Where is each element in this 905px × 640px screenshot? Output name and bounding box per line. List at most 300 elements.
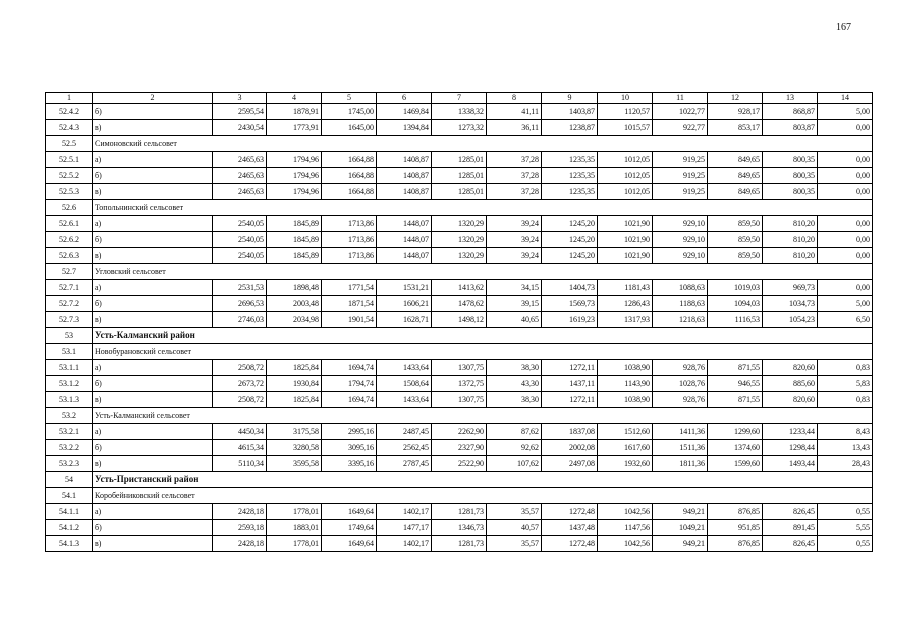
row-value: 2430,54: [213, 120, 267, 136]
row-value: 949,21: [653, 504, 708, 520]
section-code: 52.7: [46, 264, 93, 280]
row-value: 38,30: [487, 360, 542, 376]
row-value: 1477,17: [377, 520, 432, 536]
section-code: 54: [46, 472, 93, 488]
row-value: 1235,35: [542, 152, 598, 168]
table-header-row: [46, 93, 873, 104]
row-value: 1285,01: [432, 152, 487, 168]
table-row: [46, 104, 873, 120]
row-value: 810,20: [763, 216, 818, 232]
row-value: 37,28: [487, 152, 542, 168]
row-value: 1930,84: [267, 376, 322, 392]
page-number: 167: [836, 22, 851, 33]
row-value: 849,65: [708, 152, 763, 168]
row-value: 1448,07: [377, 216, 432, 232]
row-value: 5,00: [818, 104, 873, 120]
table-row: [46, 216, 873, 232]
row-value: 1649,64: [322, 504, 377, 520]
row-code: 53.1.1: [46, 360, 93, 376]
row-value: 1498,12: [432, 312, 487, 328]
row-value: 2262,90: [432, 424, 487, 440]
row-value: 0,55: [818, 504, 873, 520]
column-header: 2: [93, 93, 213, 104]
council-name: Коробейниковский сельсовет: [93, 488, 873, 504]
row-value: 2034,98: [267, 312, 322, 328]
row-value: 1811,36: [653, 456, 708, 472]
council-row: [46, 264, 873, 280]
table-row: [46, 504, 873, 520]
row-value: 0,83: [818, 392, 873, 408]
row-value: 2540,05: [213, 248, 267, 264]
row-value: 1713,86: [322, 248, 377, 264]
row-value: 5,55: [818, 520, 873, 536]
row-value: 1599,60: [708, 456, 763, 472]
row-value: 826,45: [763, 504, 818, 520]
column-header: 5: [322, 93, 377, 104]
row-value: 0,00: [818, 184, 873, 200]
row-value: 1307,75: [432, 392, 487, 408]
row-label: в): [93, 536, 213, 552]
column-header: 6: [377, 93, 432, 104]
row-value: 2497,08: [542, 456, 598, 472]
row-value: 3395,16: [322, 456, 377, 472]
row-value: 3095,16: [322, 440, 377, 456]
row-value: 949,21: [653, 536, 708, 552]
council-row: [46, 136, 873, 152]
row-value: 1272,11: [542, 360, 598, 376]
row-code: 53.2.1: [46, 424, 93, 440]
row-value: 1147,56: [598, 520, 653, 536]
row-value: 1778,01: [267, 504, 322, 520]
column-header: 8: [487, 93, 542, 104]
row-value: 810,20: [763, 232, 818, 248]
row-value: 1015,57: [598, 120, 653, 136]
row-value: 1299,60: [708, 424, 763, 440]
row-label: а): [93, 360, 213, 376]
row-value: 826,45: [763, 536, 818, 552]
section-code: 52.6: [46, 200, 93, 216]
district-name: Усть-Калманский район: [93, 328, 873, 344]
row-value: 1645,00: [322, 120, 377, 136]
row-value: 39,24: [487, 216, 542, 232]
row-value: 803,87: [763, 120, 818, 136]
row-value: 853,17: [708, 120, 763, 136]
column-header: 10: [598, 93, 653, 104]
row-value: 810,20: [763, 248, 818, 264]
row-value: 1619,23: [542, 312, 598, 328]
row-value: 1233,44: [763, 424, 818, 440]
row-value: 1794,96: [267, 152, 322, 168]
row-value: 1272,48: [542, 536, 598, 552]
row-value: 1508,64: [377, 376, 432, 392]
row-value: 800,35: [763, 152, 818, 168]
row-value: 37,28: [487, 184, 542, 200]
row-code: 52.4.3: [46, 120, 93, 136]
row-value: 1285,01: [432, 184, 487, 200]
table-row: [46, 376, 873, 392]
row-value: 1794,96: [267, 168, 322, 184]
row-value: 1374,60: [708, 440, 763, 456]
row-value: 1932,60: [598, 456, 653, 472]
row-value: 2522,90: [432, 456, 487, 472]
row-value: 1713,86: [322, 216, 377, 232]
row-value: 1694,74: [322, 360, 377, 376]
row-value: 891,45: [763, 520, 818, 536]
column-header: 12: [708, 93, 763, 104]
row-value: 1469,84: [377, 104, 432, 120]
row-value: 1245,20: [542, 232, 598, 248]
row-value: 1019,03: [708, 280, 763, 296]
row-value: 1511,36: [653, 440, 708, 456]
council-name: Топольнинский сельсовет: [93, 200, 873, 216]
row-value: 34,15: [487, 280, 542, 296]
section-code: 52.5: [46, 136, 93, 152]
table-row: [46, 232, 873, 248]
row-value: 1569,73: [542, 296, 598, 312]
row-value: 1825,84: [267, 360, 322, 376]
row-code: 52.5.1: [46, 152, 93, 168]
row-value: 1745,00: [322, 104, 377, 120]
row-value: 2428,18: [213, 504, 267, 520]
row-label: а): [93, 152, 213, 168]
row-value: 1664,88: [322, 184, 377, 200]
row-label: в): [93, 456, 213, 472]
row-label: б): [93, 296, 213, 312]
row-value: 87,62: [487, 424, 542, 440]
table-row: [46, 120, 873, 136]
row-value: 40,65: [487, 312, 542, 328]
column-header: 9: [542, 93, 598, 104]
row-value: 3175,58: [267, 424, 322, 440]
row-value: 2995,16: [322, 424, 377, 440]
table-row: [46, 296, 873, 312]
row-value: 1713,86: [322, 232, 377, 248]
row-value: 5,83: [818, 376, 873, 392]
column-header: 13: [763, 93, 818, 104]
row-label: б): [93, 232, 213, 248]
row-value: 0,83: [818, 360, 873, 376]
row-value: 849,65: [708, 168, 763, 184]
table-row: [46, 360, 873, 376]
council-row: [46, 488, 873, 504]
row-value: 37,28: [487, 168, 542, 184]
row-value: 1042,56: [598, 536, 653, 552]
row-value: 2508,72: [213, 392, 267, 408]
row-value: 1433,64: [377, 360, 432, 376]
row-value: 1408,87: [377, 152, 432, 168]
table-row: [46, 520, 873, 536]
table-row: [46, 248, 873, 264]
row-value: 2327,90: [432, 440, 487, 456]
row-value: 0,00: [818, 280, 873, 296]
council-row: [46, 200, 873, 216]
row-value: 1281,73: [432, 536, 487, 552]
row-value: 0,00: [818, 216, 873, 232]
row-value: 1245,20: [542, 248, 598, 264]
row-code: 52.4.2: [46, 104, 93, 120]
row-code: 52.7.3: [46, 312, 93, 328]
table-row: [46, 280, 873, 296]
row-label: б): [93, 520, 213, 536]
row-value: 3280,58: [267, 440, 322, 456]
council-row: [46, 344, 873, 360]
row-value: 2003,48: [267, 296, 322, 312]
council-name: Симоновский сельсовет: [93, 136, 873, 152]
row-value: 1402,17: [377, 536, 432, 552]
row-value: 1771,54: [322, 280, 377, 296]
column-header: 14: [818, 93, 873, 104]
row-value: 919,25: [653, 184, 708, 200]
row-value: 1778,01: [267, 536, 322, 552]
row-value: 876,85: [708, 504, 763, 520]
row-value: 39,24: [487, 232, 542, 248]
row-value: 1493,44: [763, 456, 818, 472]
row-value: 4450,34: [213, 424, 267, 440]
row-value: 1664,88: [322, 152, 377, 168]
row-value: 1012,05: [598, 184, 653, 200]
row-value: 1437,48: [542, 520, 598, 536]
district-row: [46, 472, 873, 488]
row-value: 1238,87: [542, 120, 598, 136]
row-value: 1307,75: [432, 360, 487, 376]
row-value: 849,65: [708, 184, 763, 200]
row-value: 1286,43: [598, 296, 653, 312]
row-label: в): [93, 392, 213, 408]
row-value: 13,43: [818, 440, 873, 456]
row-value: 40,57: [487, 520, 542, 536]
row-value: 1448,07: [377, 248, 432, 264]
row-value: 820,60: [763, 392, 818, 408]
row-value: 3595,58: [267, 456, 322, 472]
row-label: б): [93, 168, 213, 184]
row-value: 4615,34: [213, 440, 267, 456]
row-value: 1245,20: [542, 216, 598, 232]
council-name: Угловский сельсовет: [93, 264, 873, 280]
row-value: 868,87: [763, 104, 818, 120]
row-value: 2487,45: [377, 424, 432, 440]
table-row: [46, 440, 873, 456]
row-value: 919,25: [653, 152, 708, 168]
column-header: 3: [213, 93, 267, 104]
table-row: [46, 536, 873, 552]
row-value: 1694,74: [322, 392, 377, 408]
table-row: [46, 456, 873, 472]
row-value: 2746,03: [213, 312, 267, 328]
row-value: 1012,05: [598, 152, 653, 168]
row-value: 2508,72: [213, 360, 267, 376]
row-value: 1394,84: [377, 120, 432, 136]
row-value: 1012,05: [598, 168, 653, 184]
row-value: 1346,73: [432, 520, 487, 536]
row-value: 2540,05: [213, 216, 267, 232]
row-value: 1664,88: [322, 168, 377, 184]
row-value: 2465,63: [213, 184, 267, 200]
row-value: 35,57: [487, 536, 542, 552]
row-value: 1871,54: [322, 296, 377, 312]
row-value: 1034,73: [763, 296, 818, 312]
row-value: 1845,89: [267, 248, 322, 264]
row-value: 0,00: [818, 120, 873, 136]
row-value: 1408,87: [377, 184, 432, 200]
row-value: 8,43: [818, 424, 873, 440]
row-value: 1649,64: [322, 536, 377, 552]
row-label: в): [93, 312, 213, 328]
row-value: 800,35: [763, 168, 818, 184]
row-code: 52.7.2: [46, 296, 93, 312]
row-value: 1413,62: [432, 280, 487, 296]
row-value: 41,11: [487, 104, 542, 120]
row-value: 1049,21: [653, 520, 708, 536]
row-value: 107,62: [487, 456, 542, 472]
row-value: 1320,29: [432, 232, 487, 248]
row-value: 5,00: [818, 296, 873, 312]
row-value: 1042,56: [598, 504, 653, 520]
row-value: 0,00: [818, 168, 873, 184]
row-value: 1116,53: [708, 312, 763, 328]
row-value: 1794,96: [267, 184, 322, 200]
row-code: 52.6.3: [46, 248, 93, 264]
row-value: 1038,90: [598, 360, 653, 376]
row-value: 1235,35: [542, 184, 598, 200]
row-value: 5110,34: [213, 456, 267, 472]
row-value: 1317,93: [598, 312, 653, 328]
row-value: 28,43: [818, 456, 873, 472]
row-value: 1028,76: [653, 376, 708, 392]
row-value: 1038,90: [598, 392, 653, 408]
row-value: 1478,62: [432, 296, 487, 312]
row-label: а): [93, 280, 213, 296]
row-code: 52.6.2: [46, 232, 93, 248]
row-value: 2428,18: [213, 536, 267, 552]
row-value: 0,55: [818, 536, 873, 552]
row-value: 2595,54: [213, 104, 267, 120]
row-value: 1883,01: [267, 520, 322, 536]
section-code: 53: [46, 328, 93, 344]
row-value: 929,10: [653, 232, 708, 248]
row-value: 1433,64: [377, 392, 432, 408]
row-value: 1272,11: [542, 392, 598, 408]
row-value: 1272,48: [542, 504, 598, 520]
row-code: 53.2.3: [46, 456, 93, 472]
row-value: 1512,60: [598, 424, 653, 440]
row-code: 54.1.3: [46, 536, 93, 552]
row-value: 39,24: [487, 248, 542, 264]
row-value: 1628,71: [377, 312, 432, 328]
row-code: 53.1.2: [46, 376, 93, 392]
row-value: 1408,87: [377, 168, 432, 184]
row-code: 52.7.1: [46, 280, 93, 296]
row-label: в): [93, 120, 213, 136]
row-value: 1120,57: [598, 104, 653, 120]
row-value: 928,76: [653, 392, 708, 408]
column-header: 7: [432, 93, 487, 104]
row-value: 2562,45: [377, 440, 432, 456]
row-code: 53.2.2: [46, 440, 93, 456]
row-value: 2673,72: [213, 376, 267, 392]
row-value: 1181,43: [598, 280, 653, 296]
table-row: [46, 312, 873, 328]
row-value: 1878,91: [267, 104, 322, 120]
row-value: 1021,90: [598, 248, 653, 264]
row-code: 54.1.1: [46, 504, 93, 520]
row-label: а): [93, 424, 213, 440]
row-value: 35,57: [487, 504, 542, 520]
row-value: 928,76: [653, 360, 708, 376]
row-value: 946,55: [708, 376, 763, 392]
row-value: 1837,08: [542, 424, 598, 440]
row-code: 52.6.1: [46, 216, 93, 232]
row-value: 1531,21: [377, 280, 432, 296]
column-header: 1: [46, 93, 93, 104]
row-value: 859,50: [708, 248, 763, 264]
row-value: 92,62: [487, 440, 542, 456]
row-value: 928,17: [708, 104, 763, 120]
row-value: 1054,23: [763, 312, 818, 328]
row-value: 1022,77: [653, 104, 708, 120]
row-value: 1094,03: [708, 296, 763, 312]
row-value: 1749,64: [322, 520, 377, 536]
row-value: 2002,08: [542, 440, 598, 456]
table-row: [46, 424, 873, 440]
row-value: 0,00: [818, 232, 873, 248]
section-code: 54.1: [46, 488, 93, 504]
row-value: 1273,32: [432, 120, 487, 136]
row-value: 36,11: [487, 120, 542, 136]
row-value: 0,00: [818, 152, 873, 168]
row-value: 969,73: [763, 280, 818, 296]
section-code: 53.2: [46, 408, 93, 424]
row-value: 859,50: [708, 232, 763, 248]
row-value: 1338,32: [432, 104, 487, 120]
row-value: 1898,48: [267, 280, 322, 296]
row-value: 871,55: [708, 392, 763, 408]
row-value: 1021,90: [598, 232, 653, 248]
row-value: 1845,89: [267, 216, 322, 232]
row-value: 1372,75: [432, 376, 487, 392]
council-row: [46, 408, 873, 424]
row-value: 1320,29: [432, 216, 487, 232]
row-value: 820,60: [763, 360, 818, 376]
row-label: а): [93, 216, 213, 232]
row-value: 800,35: [763, 184, 818, 200]
row-value: 38,30: [487, 392, 542, 408]
council-name: Усть-Калманский сельсовет: [93, 408, 873, 424]
row-value: 1448,07: [377, 232, 432, 248]
row-value: 1285,01: [432, 168, 487, 184]
row-value: 2787,45: [377, 456, 432, 472]
row-value: 1188,63: [653, 296, 708, 312]
row-value: 2531,53: [213, 280, 267, 296]
row-value: 43,30: [487, 376, 542, 392]
column-header: 11: [653, 93, 708, 104]
row-value: 922,77: [653, 120, 708, 136]
district-row: [46, 328, 873, 344]
row-value: 2540,05: [213, 232, 267, 248]
district-name: Усть-Пристанский район: [93, 472, 873, 488]
council-name: Новобурановский сельсовет: [93, 344, 873, 360]
row-value: 885,60: [763, 376, 818, 392]
row-value: 1901,54: [322, 312, 377, 328]
row-code: 52.5.2: [46, 168, 93, 184]
table-row: [46, 184, 873, 200]
row-value: 1403,87: [542, 104, 598, 120]
row-value: 1825,84: [267, 392, 322, 408]
row-value: 876,85: [708, 536, 763, 552]
row-value: 1404,73: [542, 280, 598, 296]
row-value: 1794,74: [322, 376, 377, 392]
row-value: 951,85: [708, 520, 763, 536]
row-value: 2593,18: [213, 520, 267, 536]
